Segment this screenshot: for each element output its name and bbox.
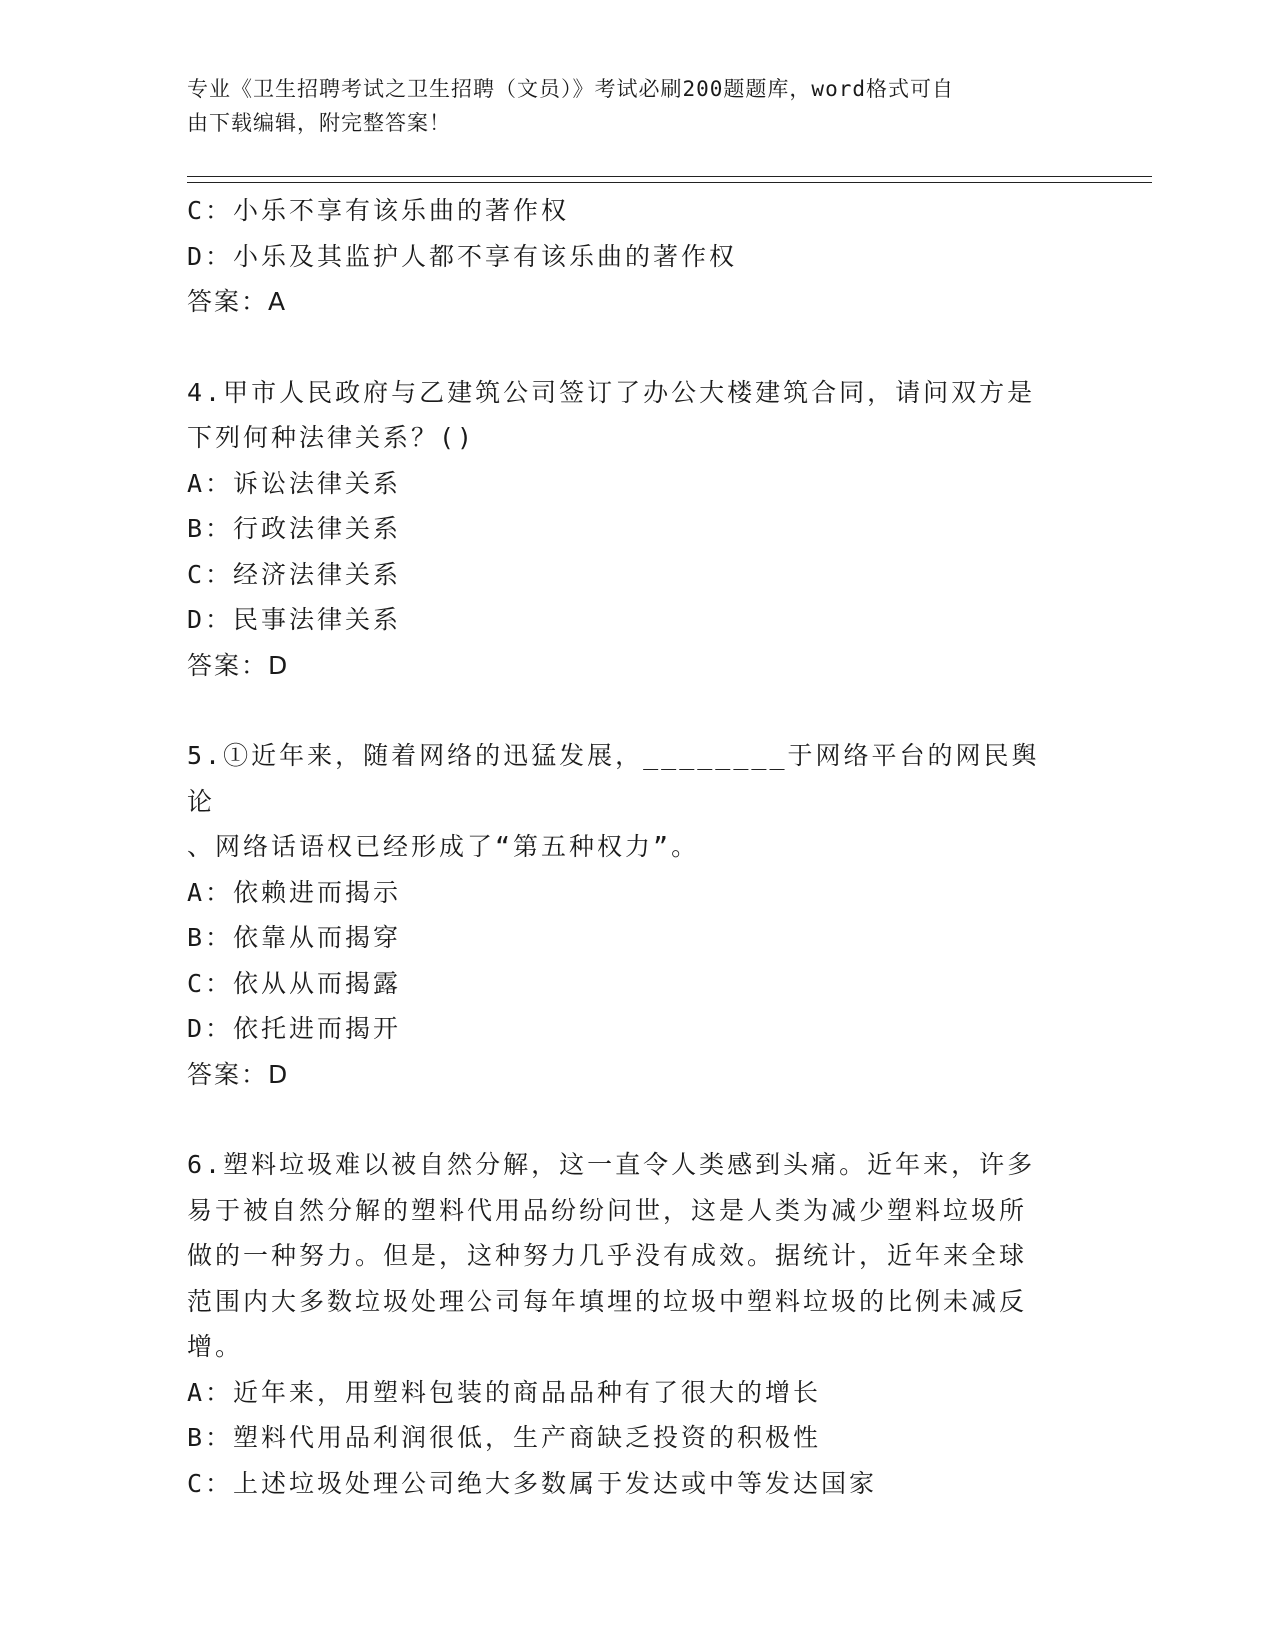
option-d: D：民事法律关系 [187, 605, 402, 634]
question-stem-line: 6.塑料垃圾难以被自然分解，这一直令人类感到头痛。近年来，许多 [187, 1150, 1036, 1179]
option-b: B：依靠从而揭穿 [187, 923, 402, 952]
question-stem-line: 增。 [187, 1332, 244, 1361]
question-stem-line: 下列何种法律关系？() [187, 423, 476, 452]
option-b: B：塑料代用品利润很低，生产商缺乏投资的积极性 [187, 1423, 822, 1452]
question-stem-line: 范围内大多数垃圾处理公司每年填埋的垃圾中塑料垃圾的比例未减反 [187, 1286, 1028, 1316]
question-stem-line: 5.①近年来，随着网络的迅猛发展，________于网络平台的网民舆论 [187, 741, 1040, 816]
question-4 [187, 370, 1067, 689]
question-stem-line: 4.甲市人民政府与乙建筑公司签订了办公大楼建筑合同，请问双方是 [187, 377, 1036, 407]
option-d: D：依托进而揭开 [187, 1014, 402, 1043]
option-d: D：小乐及其监护人都不享有该乐曲的著作权 [187, 241, 738, 271]
header-divider-top [187, 176, 1152, 177]
spacer [187, 688, 1067, 733]
option-c: C：小乐不享有该乐曲的著作权 [187, 196, 570, 225]
answer-line: 答案：D [187, 650, 290, 680]
header-divider-bottom [187, 182, 1152, 183]
answer-line: 答案：A [187, 287, 288, 316]
option-c: C：依从从而揭露 [187, 968, 402, 998]
option-b: B：行政法律关系 [187, 514, 402, 543]
question-6 [187, 1142, 1067, 1506]
spacer [187, 1097, 1067, 1142]
header-line-1: 专业《卫生招聘考试之卫生招聘（文员）》考试必刷200题题库，word格式可自 [187, 77, 954, 101]
header-line-2: 由下载编辑，附完整答案！ [187, 111, 451, 135]
question-stem-line: 易于被自然分解的塑料代用品纷纷问世，这是人类为减少塑料垃圾所 [187, 1195, 1028, 1225]
document-header [187, 72, 1067, 140]
question-stem-line: 做的一种努力。但是，这种努力几乎没有成效。据统计，近年来全球 [187, 1241, 1028, 1270]
question-stem-line: 、网络话语权已经形成了“第五种权力”。 [187, 832, 700, 861]
answer-line: 答案：D [187, 1059, 290, 1089]
option-c: C：上述垃圾处理公司绝大多数属于发达或中等发达国家 [187, 1468, 878, 1498]
question-3-continued [187, 188, 1067, 325]
question-list [187, 188, 1067, 1506]
option-a: A：近年来，用塑料包装的商品品种有了很大的增长 [187, 1377, 822, 1407]
option-a: A：依赖进而揭示 [187, 877, 402, 907]
question-5 [187, 733, 1067, 1097]
option-a: A：诉讼法律关系 [187, 468, 402, 498]
spacer [187, 325, 1067, 370]
option-c: C：经济法律关系 [187, 559, 402, 589]
